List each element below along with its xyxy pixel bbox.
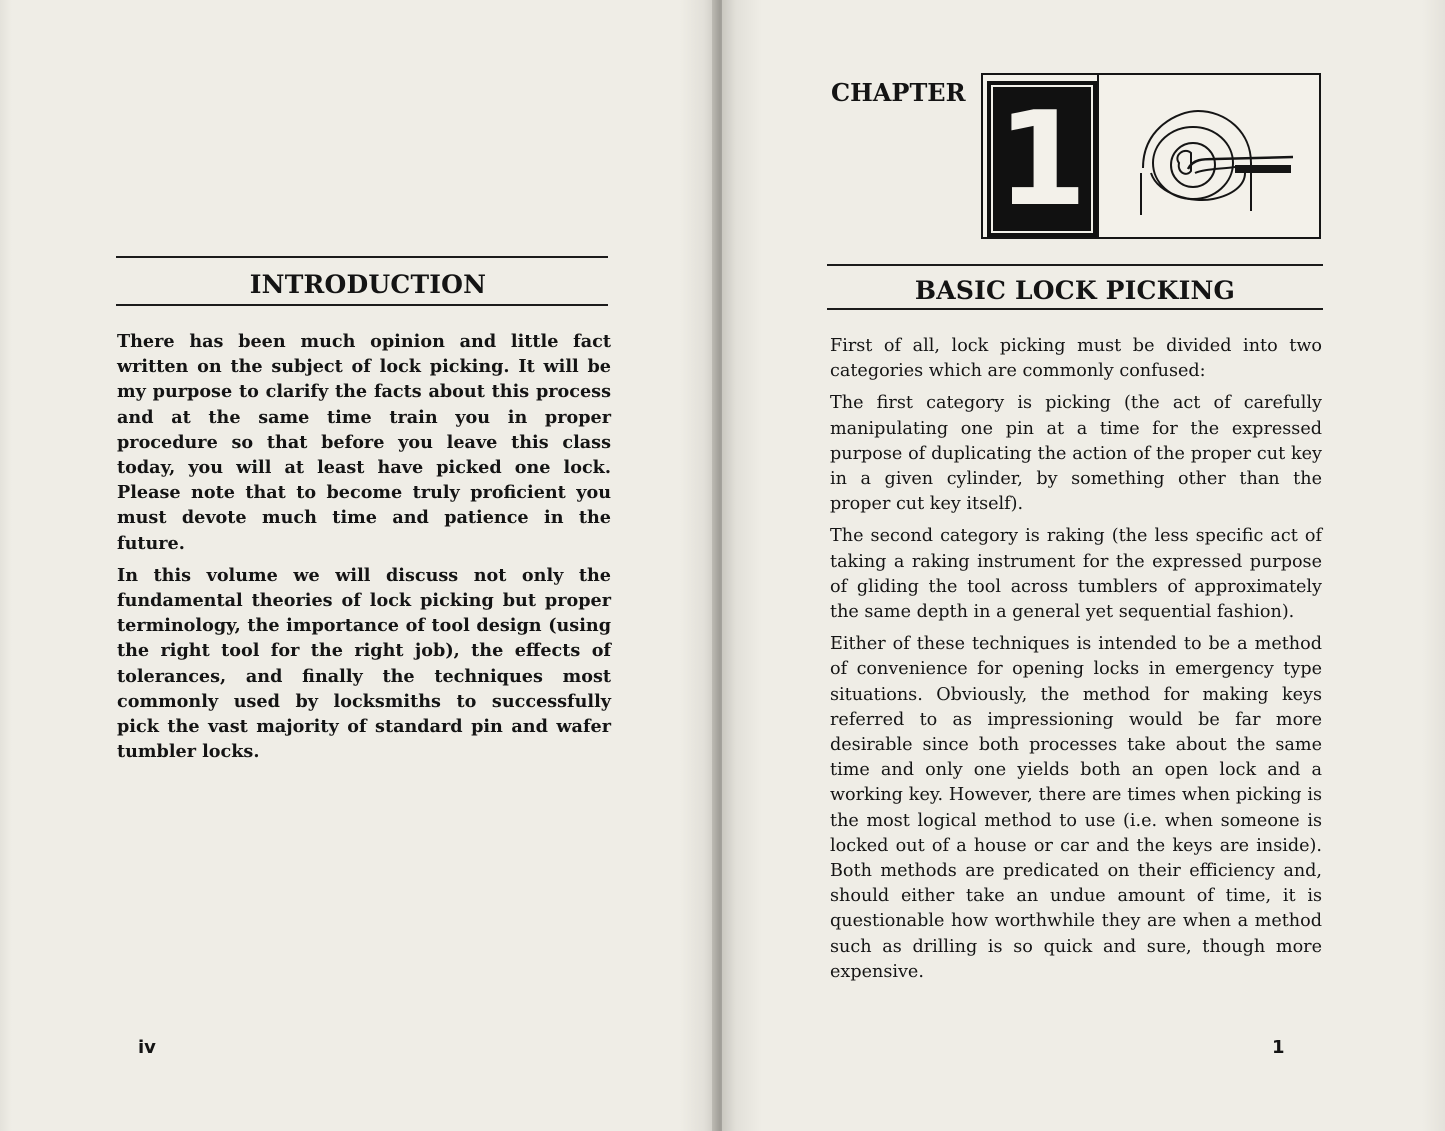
paragraph: The second category is raking (the less specific act of taking a raking instrument for the expressed purpose of gliding the tool across tumblers of approximately the same depth in a general yet sequential fashion). — [830, 526, 1322, 623]
box-divider — [1097, 75, 1099, 237]
left-page — [0, 0, 718, 1131]
heading-top-rule — [827, 264, 1323, 266]
page-number: iv — [138, 1037, 156, 1058]
chapter-title: BASIC LOCK PICKING — [914, 276, 1236, 305]
paragraph: There has been much opinion and little fact written on the subject of lock picking. It will be my purpose to clarify the facts about this process and at the same time train you in proper procedure so that before you leave this class today, you will at least have picked one lock. Please note that to become truly proficient you must devote much time and patience in the future. — [117, 331, 611, 554]
intro-text — [117, 329, 611, 771]
page-number: 1 — [1272, 1037, 1285, 1058]
paragraph: In this volume we will discuss not only the fundamental theories of lock picking but proper terminology, the importance of tool design (using the right tool for the right job), the effects of tolerances, and finally the techniques most commonly used by locksmiths to successfully pick the vast majority of standard pin and wafer tumbler locks. — [117, 564, 611, 763]
lock-cylinder-pick-icon — [1133, 103, 1313, 218]
page-title: INTRODUCTION — [249, 270, 487, 299]
chapter-text — [830, 334, 1322, 992]
paragraph: Either of these techniques is intended to be a method of convenience for opening locks in emergency type situations. Obviously, the method for making keys referred to as impressioning would be far more desirable since both processes take about the same time and only one yields both an open lock and a working key. However, there are times when picking is the most logical method to use (i.e. when someone is locked out of a house or car and the keys are inside). Both methods are predicated on their efficiency and, should either take an undue amount of time, it is questionable how worthwhile they are when a method such as drilling is so quick and sure, though more expensive. — [830, 634, 1322, 982]
chapter-label: CHAPTER — [831, 78, 966, 107]
chapter-number-block — [987, 81, 1097, 237]
heading-bottom-rule — [116, 304, 608, 306]
paragraph: The first category is picking (the act of carefully manipulating one pin at a time for the expressed purpose of duplicating the action of the proper cut key in a given cylinder, by something other than the proper cut key itself). — [830, 393, 1322, 515]
heading-top-rule — [116, 256, 608, 258]
paragraph: First of all, lock picking must be divided into two categories which are commonly confused: — [830, 336, 1322, 382]
heading-bottom-rule — [827, 308, 1323, 310]
chapter-number: 1 — [996, 83, 1088, 235]
chapter-header-box — [981, 73, 1321, 239]
